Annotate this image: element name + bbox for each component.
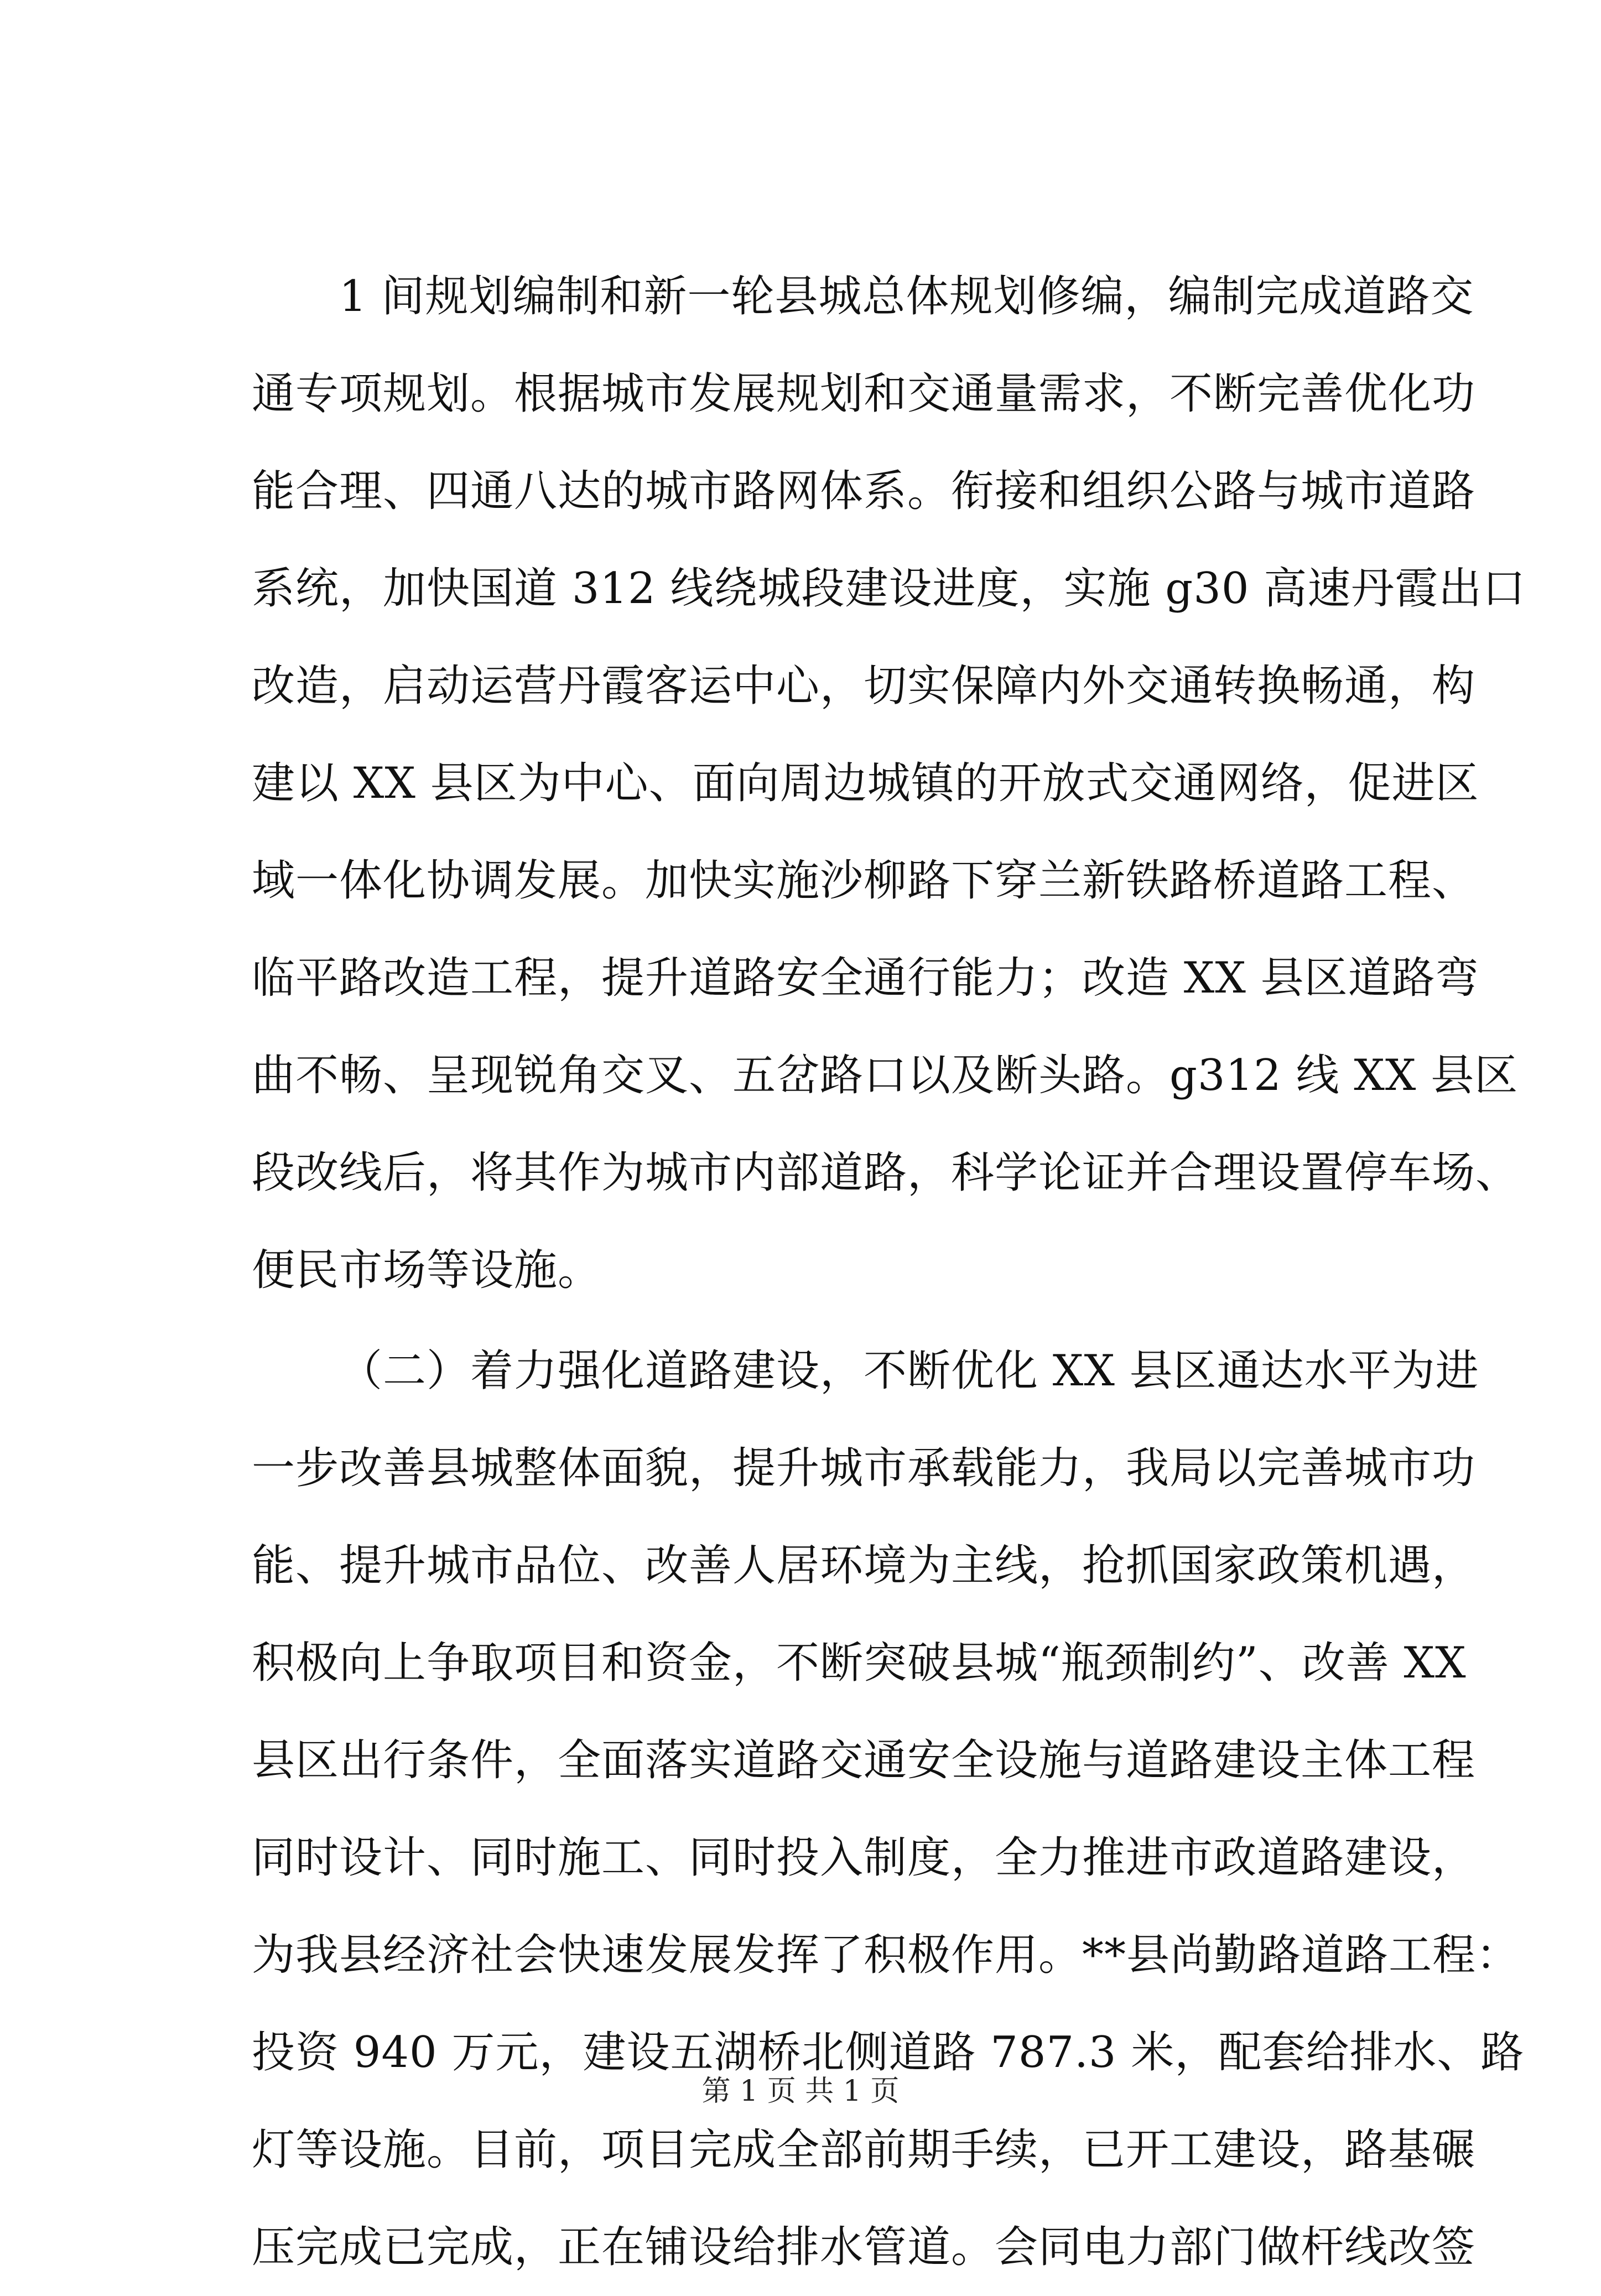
text-line: 县区出行条件，全面落实道路交通安全设施与道路建设主体工程 xyxy=(252,1736,1476,1785)
text-line: 系统，加快国道 312 线绕城段建设进度，实施 g30 高速丹霞出口 xyxy=(252,564,1526,614)
text-line: 段改线后，将其作为城市内部道路，科学论证并合理设置停车场、 xyxy=(252,1148,1520,1198)
page-footer: 第 1 页 共 1 页 xyxy=(701,2075,900,2108)
document-body xyxy=(252,248,1526,2296)
paragraph-1 xyxy=(252,248,1526,1319)
paragraph-2 xyxy=(252,1322,1525,2296)
text-line: 建以 XX 县区为中心、面向周边城镇的开放式交通网络，促进区 xyxy=(252,759,1479,808)
text-line: 积极向上争取项目和资金，不断突破县城“瓶颈制约”、改善 XX xyxy=(252,1638,1467,1688)
text-line: 同时设计、同时施工、同时投入制度，全力推进市政道路建设， xyxy=(252,1833,1476,1883)
text-line: 为我县经济社会快速发展发挥了积极作用。**县尚勤路道路工程： xyxy=(252,1930,1520,1980)
text-line: 能合理、四通八达的城市路网体系。衔接和组织公路与城市道路 xyxy=(252,466,1476,516)
text-line: 便民市场等设施。 xyxy=(252,1245,602,1295)
text-line: 能、提升城市品位、改善人居环境为主线，抢抓国家政策机遇， xyxy=(252,1541,1476,1591)
text-line: 压完成已完成，正在铺设给排水管道。会同电力部门做杆线改签 xyxy=(252,2222,1476,2272)
text-line: 临平路改造工程，提升道路安全通行能力；改造 XX 县区道路弯 xyxy=(252,953,1479,1003)
text-line: 曲不畅、呈现锐角交叉、五岔路口以及断头路。g312 线 XX 县区 xyxy=(252,1051,1519,1100)
text-line: 域一体化协调发展。加快实施沙柳路下穿兰新铁路桥道路工程、 xyxy=(252,856,1476,906)
text-line: 1 间规划编制和新一轮县城总体规划修编，编制完成道路交 xyxy=(339,272,1474,321)
text-line: （二）着力强化道路建设，不断优化 XX 县区通达水平为进 xyxy=(339,1346,1479,1396)
text-line: 通专项规划。根据城市发展规划和交通量需求，不断完善优化功 xyxy=(252,369,1476,419)
text-line: 投资 940 万元，建设五湖桥北侧道路 787.3 米，配套给排水、路 xyxy=(252,2028,1525,2077)
text-line: 一步改善县城整体面貌，提升城市承载能力，我局以完善城市功 xyxy=(252,1443,1476,1493)
text-line: 改造，启动运营丹霞客运中心，切实保障内外交通转换畅通，构 xyxy=(252,661,1476,711)
text-line: 灯等设施。目前，项目完成全部前期手续，已开工建设，路基碾 xyxy=(252,2125,1476,2175)
